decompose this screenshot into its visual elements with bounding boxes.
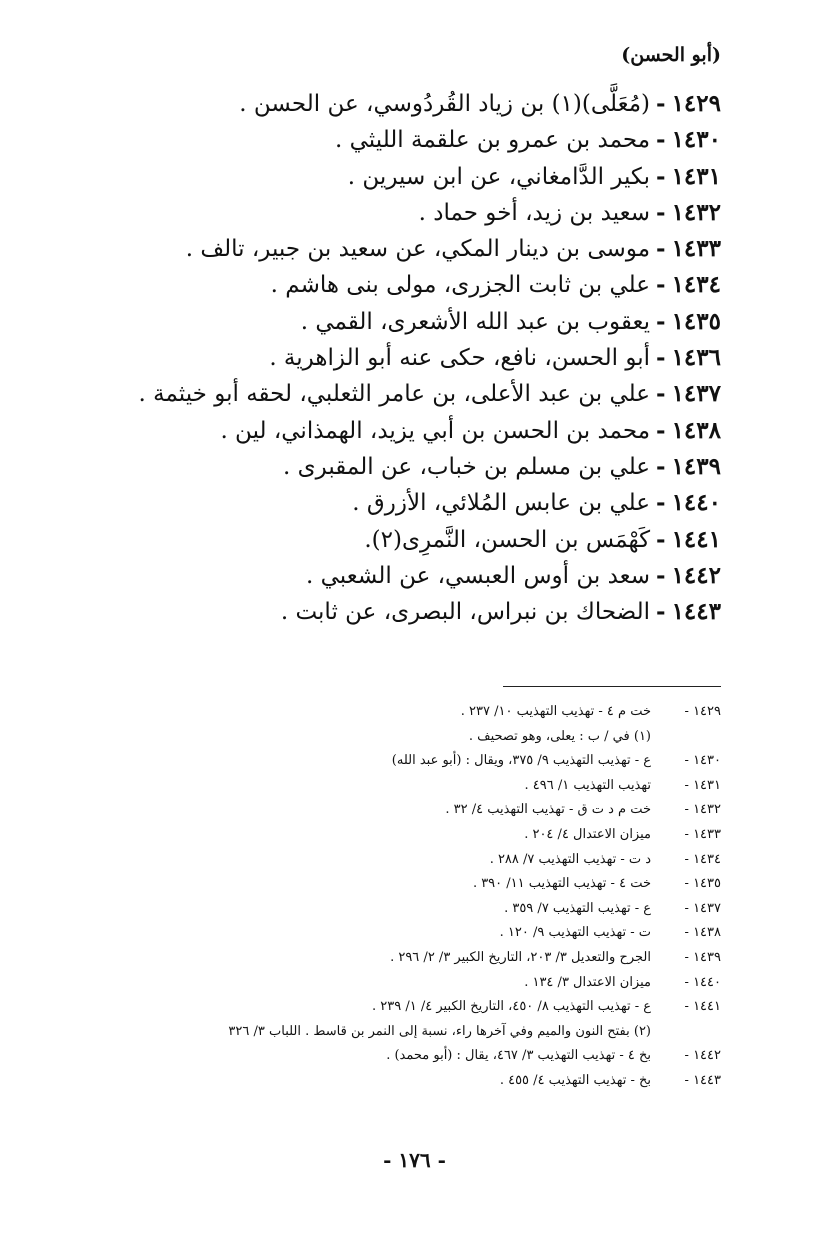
entry-number: ١٤٣٧ [671, 380, 721, 408]
footnote-text: بخ - تهذيب التهذيب ٤/ ٤٥٥ . [499, 1072, 651, 1088]
footnote-text: خت م ٤ - تهذيب التهذيب ١٠/ ٢٣٧ . [460, 704, 651, 719]
footnote-item [101, 1069, 721, 1094]
entry-number: ١٤٤٣ [671, 598, 721, 626]
footnote-number: ١٤٣٢ - [684, 802, 721, 818]
entry-text: موسى بن دينار المكي، عن سعيد بن جبير، تالف . [185, 236, 651, 263]
entry-number: ١٤٤١ [671, 525, 721, 553]
entry-text: (مُعَلَّى)(١) بن زياد القُردُوسي، عن الحسن . [239, 91, 651, 117]
footnote-number: ١٤٢٩ - [684, 704, 721, 719]
footnote-number [651, 1020, 721, 1045]
footnote-number: ١٤٤٢ - [684, 1048, 721, 1064]
footnote-text: ت - تهذيب التهذيب ٩/ ١٢٠ . [499, 925, 651, 941]
entry-item: ١٤٣٠-محمد بن عمرو بن علقمة الليثي . [335, 126, 721, 154]
entry-number: ١٤٣٢ [671, 198, 721, 226]
entry-item: ١٤٤١-كَهْمَس بن الحسن، النَّمرِى(٢). [364, 525, 721, 553]
entry-item: ١٤٤٣-الضحاك بن نبراس، البصرى، عن ثابت . [280, 598, 721, 626]
footnote-text: الجرح والتعديل ٣/ ٢٠٣، التاريخ الكبير ٣/ ٢/ ٢٩٦ . [390, 949, 651, 965]
footnote-text: ع - تهذيب التهذيب ٨/ ٤٥٠، التاريخ الكبير ٤/ ١/ ٢٣٩ . [372, 999, 651, 1015]
footnote-item [101, 798, 721, 823]
footnote-number: ١٤٤٠ - [684, 974, 721, 990]
footnote-text: ميزان الاعتدال ٤/ ٢٠٤ . [524, 826, 651, 842]
footnote-text: ع - تهذيب التهذيب ٧/ ٣٥٩ . [504, 900, 651, 916]
footnote-item [101, 946, 721, 971]
footnote-item [101, 971, 721, 996]
entry-number: ١٤٣١ [671, 162, 721, 190]
footnote-text: بخ ٤ - تهذيب التهذيب ٣/ ٤٦٧، يقال : (أبو محمد) . [386, 1048, 651, 1064]
entry-item: ١٤٣٧-علي بن عبد الأعلى، بن عامر الثعلبي، لحقه أبو خيثمة . [138, 380, 721, 408]
entry-number: ١٤٣٩ [671, 452, 721, 480]
footnote-item [101, 921, 721, 946]
entry-text: علي بن عابس المُلائي، الأزرق . [352, 490, 651, 517]
footnote-item [101, 700, 721, 725]
entry-text: سعد بن أوس العبسي، عن الشعبي . [306, 562, 651, 589]
footnote-item [101, 848, 721, 873]
entry-text: محمد بن عمرو بن علقمة الليثي . [335, 127, 651, 154]
entry-item: ١٤٣٤-علي بن ثابت الجزرى، مولى بنى هاشم . [270, 271, 721, 299]
entry-item: ١٤٢٩-(مُعَلَّى)(١) بن زياد القُردُوسي، عن الحسن . [239, 90, 721, 117]
footnote-text: تهذيب التهذيب ١/ ٤٩٦ . [524, 777, 651, 793]
footnote-item [101, 774, 721, 799]
footnote-item [101, 823, 721, 848]
entry-text: سعيد بن زيد، أخو حماد . [418, 199, 651, 226]
footnote-item [101, 725, 721, 750]
entry-number: ١٤٢٩ [671, 90, 721, 117]
entry-text: الضحاك بن نبراس، البصرى، عن ثابت . [280, 599, 651, 626]
footnote-number: ١٤٣٣ - [684, 826, 721, 842]
entry-number: ١٤٣٤ [671, 271, 721, 299]
entry-number: ١٤٤٢ [671, 561, 721, 589]
footnote-item [101, 1020, 721, 1045]
footnote-item [101, 1044, 721, 1069]
entry-text: علي بن عبد الأعلى، بن عامر الثعلبي، لحقه أبو خيثمة . [138, 381, 651, 408]
entry-item: ١٤٣٢-سعيد بن زيد، أخو حماد . [418, 198, 721, 226]
entry-number: ١٤٤٠ [671, 489, 721, 517]
footnote-number: ١٤٤٣ - [684, 1072, 721, 1088]
footnote-number: ١٤٣٧ - [684, 900, 721, 916]
entry-number: ١٤٣٣ [671, 235, 721, 263]
footnote-number: ١٤٣٨ - [684, 925, 721, 941]
footnote-divider [503, 686, 721, 687]
footnote-text: د ت - تهذيب التهذيب ٧/ ٢٨٨ . [489, 851, 651, 867]
entry-item: ١٤٣٥-يعقوب بن عبد الله الأشعرى، القمي . [300, 307, 721, 335]
footnote-item [101, 872, 721, 897]
footnote-number: ١٤٣٤ - [684, 851, 721, 867]
entry-text: علي بن مسلم بن خباب، عن المقبرى . [283, 453, 651, 480]
entry-item: ١٤٣٦-أبو الحسن، نافع، حكى عنه أبو الزاهرية . [269, 344, 721, 372]
entry-item: ١٤٣٨-محمد بن الحسن بن أبي يزيد، الهمذاني، لين . [220, 416, 721, 444]
footnote-text: ع - تهذيب التهذيب ٩/ ٣٧٥، ويقال : (أبو عبد الله) [391, 753, 651, 769]
entries-list [81, 86, 721, 630]
footnote-item [101, 897, 721, 922]
footnote-text: (١) في / ب : يعلى، وهو تصحيف . [468, 728, 651, 744]
footnotes-list [101, 700, 721, 1094]
entry-text: أبو الحسن، نافع، حكى عنه أبو الزاهرية . [269, 345, 651, 372]
footnote-text: خت م د ت ق - تهذيب التهذيب ٤/ ٣٢ . [445, 802, 651, 818]
entry-item: ١٤٣٣-موسى بن دينار المكي، عن سعيد بن جبير، تالف . [185, 235, 721, 263]
entry-number: ١٤٣٦ [671, 344, 721, 372]
footnote-text: (٢) بفتح النون والميم وفي آخرها راء، نسبة إلى النمر بن قاسط . اللباب ٣/ ٣٢٦ [228, 1023, 651, 1039]
entry-item: ١٤٣١-بكير الدَّامغاني، عن ابن سيرين . [347, 162, 721, 190]
footnote-text: خت ٤ - تهذيب التهذيب ١١/ ٣٩٠ . [472, 876, 651, 892]
footnote-number: ١٤٣٩ - [684, 949, 721, 965]
footnote-number: ١٤٣٠ - [684, 753, 721, 769]
entry-number: ١٤٣٨ [671, 416, 721, 444]
entry-item: ١٤٤٢-سعد بن أوس العبسي، عن الشعبي . [306, 561, 721, 589]
footnote-number: ١٤٣١ - [684, 777, 721, 793]
footnote-number: ١٤٤١ - [684, 999, 721, 1015]
footnote-item [101, 749, 721, 774]
footnote-text: ميزان الاعتدال ٣/ ١٣٤ . [524, 974, 651, 990]
page-header: (أبو الحسن) [621, 44, 721, 66]
entry-item: ١٤٤٠-علي بن عابس المُلائي، الأزرق . [352, 489, 721, 517]
entry-text: محمد بن الحسن بن أبي يزيد، الهمذاني، لين . [220, 417, 651, 444]
page-number: - ١٧٦ - [383, 1148, 446, 1172]
footnote-item [101, 995, 721, 1020]
entry-number: ١٤٣٥ [671, 307, 721, 335]
entry-item: ١٤٣٩-علي بن مسلم بن خباب، عن المقبرى . [283, 452, 721, 480]
entry-text: كَهْمَس بن الحسن، النَّمرِى(٢). [364, 526, 651, 553]
footnote-number [651, 725, 721, 750]
entry-text: علي بن ثابت الجزرى، مولى بنى هاشم . [270, 272, 651, 299]
entry-text: يعقوب بن عبد الله الأشعرى، القمي . [300, 308, 651, 335]
footnote-number: ١٤٣٥ - [684, 876, 721, 892]
entry-text: بكير الدَّامغاني، عن ابن سيرين . [347, 163, 651, 190]
entry-number: ١٤٣٠ [671, 126, 721, 154]
